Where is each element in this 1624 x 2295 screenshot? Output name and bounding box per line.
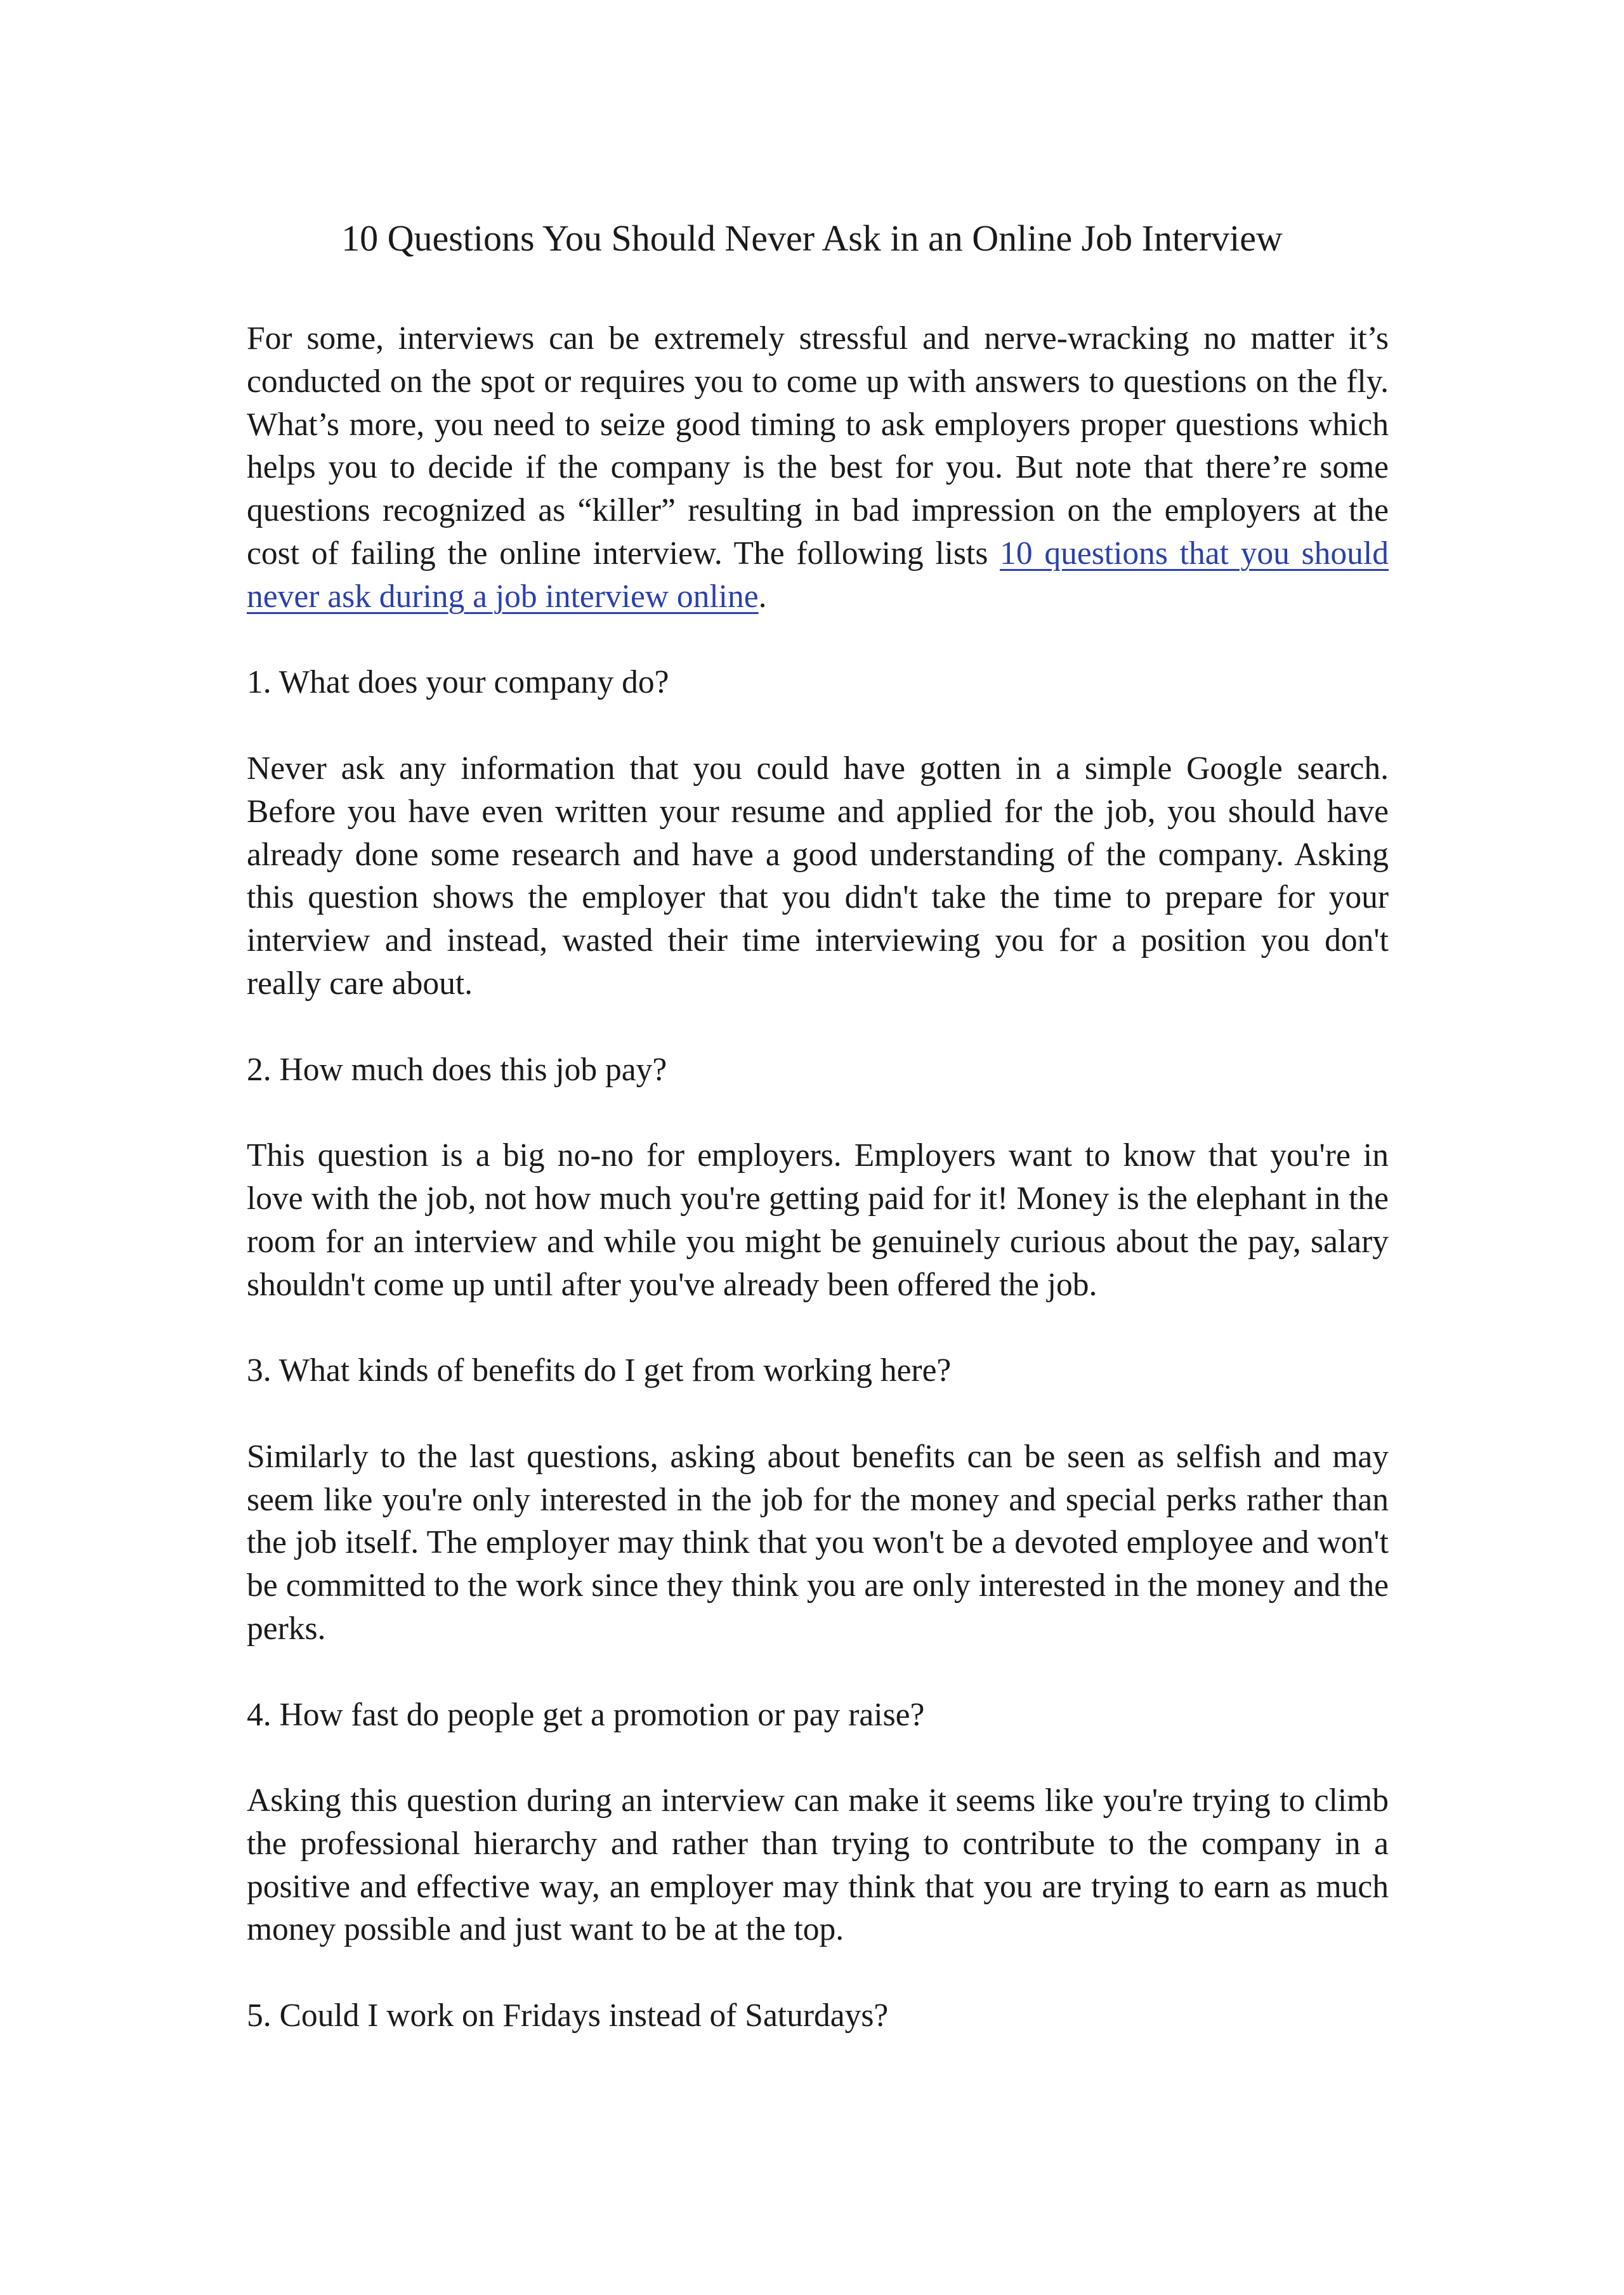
- spacer: [247, 1651, 1389, 1694]
- spacer: [247, 704, 1389, 747]
- spacer: [247, 1951, 1389, 1994]
- intro-paragraph: [247, 317, 1389, 618]
- question-heading-1: 1. What does your company do?: [247, 664, 669, 701]
- question-body-1: Never ask any information that you could have gotten in a simple Google search. Before you have even written your resume and applied for the job, you should have already done some research and have a good understanding of the company. Asking this question shows the employer that you didn't take the time to prepare for your interview and instead, wasted their time interviewing you for a position you don't really care about.: [247, 750, 1389, 1002]
- document-title: 10 Questions You Should Never Ask in an Online Job Interview: [341, 218, 1283, 259]
- question-body-3: Similarly to the last questions, asking about benefits can be seen as selfish and may seem like you're only interested in the job for the money and special perks rather than the job itself. The employer may think that you won't be a devoted employee and won't be committed to the work since they think you are only interested in the money and the perks.: [247, 1438, 1389, 1647]
- intro-period: .: [758, 578, 767, 615]
- spacer: [247, 1392, 1389, 1435]
- question-heading-2: 2. How much does this job pay?: [247, 1051, 667, 1088]
- spacer: [247, 1091, 1389, 1134]
- spacer: [247, 618, 1389, 662]
- question-body-4: Asking this question during an interview can make it seems like you're trying to climb the professional hierarchy and rather than trying to contribute to the company in a positive and effective way, an employer may think that you are trying to earn as much money possible and just want to be at the top.: [247, 1782, 1389, 1948]
- question-heading-4: 4. How fast do people get a promotion or pay raise?: [247, 1696, 925, 1733]
- spacer: [247, 1306, 1389, 1349]
- article-link[interactable]: 10 questions that you should never ask during a job interview online: [247, 535, 1389, 615]
- spacer: [247, 1736, 1389, 1779]
- question-heading-5: 5. Could I work on Fridays instead of Saturdays?: [247, 1998, 889, 2034]
- question-heading-3: 3. What kinds of benefits do I get from working here?: [247, 1352, 952, 1389]
- question-body-2: This question is a big no-no for employers. Employers want to know that you're in love with the job, not how much you're getting paid for it! Money is the elephant in the room for an interview and while you might be genuinely curious about the pay, salary shouldn't come up until after you've already been offered the job.: [247, 1137, 1389, 1303]
- document-body: [247, 317, 1389, 2037]
- intro-text: For some, interviews can be extremely stressful and nerve-wracking no matter it’s conducted on the spot or requires you to come up with answers to questions on the fly. What’s more, you need to seize good timing to ask employers proper questions which helps you to decide if the company is the best for you. But note that there’re some questions recognized as “killer” resulting in bad impression on the employers at the cost of failing the online interview. The following lists: [247, 320, 1389, 572]
- spacer: [247, 1005, 1389, 1049]
